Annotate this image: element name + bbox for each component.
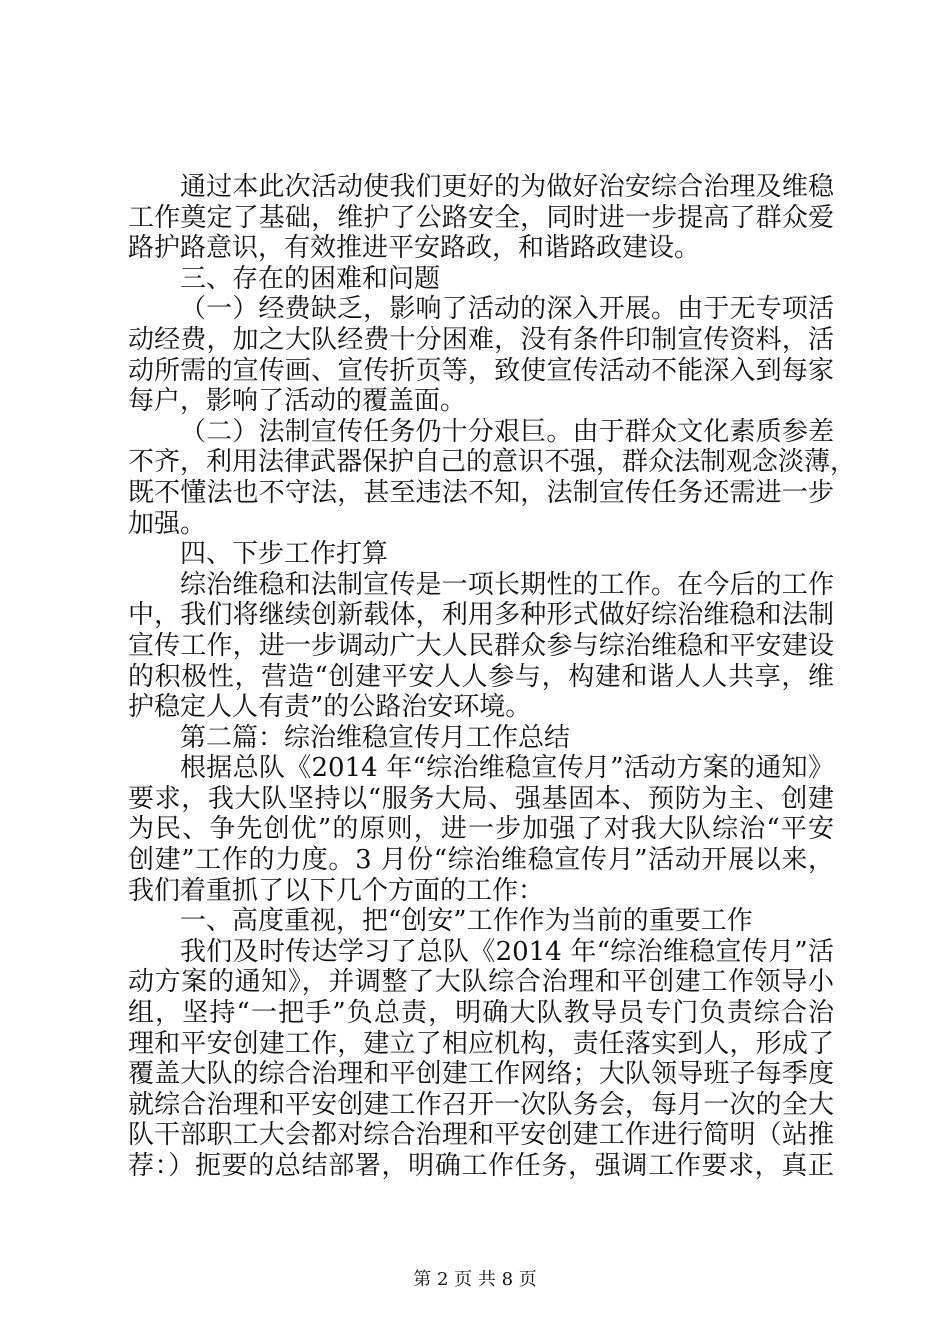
text-line: 既不懂法也不守法，甚至违法不知，法制宣传任务还需进一步 [128, 477, 834, 508]
text-line: 动所需的宣传画、宣传折页等，致使宣传活动不能深入到每家 [128, 355, 834, 386]
text-line: 队干部职工大会都对综合治理和平安创建工作进行简明（站推 [128, 1120, 834, 1151]
text-line: 工作奠定了基础，维护了公路安全，同时进一步提高了群众爱 [128, 202, 834, 233]
text-line: 宣传工作，进一步调动广大人民群众参与综治维稳和平安建设 [128, 630, 834, 661]
text-line: 就综合治理和平安创建工作召开一次队务会，每月一次的全大 [128, 1089, 834, 1120]
text-line: 三、存在的困难和问题 [180, 263, 441, 294]
text-line: 一、高度重视，把“创安”工作作为当前的重要工作 [180, 906, 753, 937]
text-line: 荐：）扼要的总结部署，明确工作任务，强调工作要求，真正 [128, 1151, 834, 1181]
text-line: 根据总队《2014 年“综治维稳宣传月”活动方案的通知》 [180, 753, 834, 784]
text-line: 理和平安创建工作，建立了相应机构，责任落实到人，形成了 [128, 1028, 834, 1059]
text-line: 通过本此次活动使我们更好的为做好治安综合治理及维稳 [180, 172, 834, 202]
text-line: 加强。 [128, 508, 207, 539]
text-line: 的积极性，营造“创建平安人人参与，构建和谐人人共享，维 [128, 661, 834, 692]
text-line: 每户，影响了活动的覆盖面。 [128, 386, 467, 417]
text-line: 四、下步工作打算 [180, 539, 389, 570]
text-line: 动经费，加之大队经费十分困难，没有条件印制宣传资料，活 [128, 324, 834, 355]
text-line: （二）法制宣传任务仍十分艰巨。由于群众文化素质参差 [180, 416, 834, 447]
text-line: 中，我们将继续创新载体，利用多种形式做好综治维稳和法制 [128, 600, 834, 631]
text-line: 护稳定人人有责”的公路治安环境。 [128, 692, 532, 723]
text-line: 我们及时传达学习了总队《2014 年“综治维稳宣传月”活 [180, 936, 834, 967]
text-line: 要求，我大队坚持以“服务大局、强基固本、预防为主、创建 [128, 783, 834, 814]
text-line: 动方案的通知》，并调整了大队综合治理和平创建工作领导小 [128, 967, 834, 998]
text-line: 创建”工作的力度。3 月份“综治维稳宣传月”活动开展以来， [128, 845, 834, 876]
text-line: 路护路意识，有效推进平安路政，和谐路政建设。 [128, 233, 701, 264]
text-line: 覆盖大队的综合治理和平创建工作网络；大队领导班子每季度 [128, 1059, 834, 1090]
text-line: 组，坚持“一把手”负总责，明确大队教导员专门负责综合治 [128, 998, 834, 1029]
text-line: 第二篇：综治维稳宣传月工作总结 [180, 722, 571, 753]
text-line: 综治维稳和法制宣传是一项长期性的工作。在今后的工作 [180, 569, 834, 600]
text-line: 为民、争先创优”的原则，进一步加强了对我大队综治“平安 [128, 814, 834, 845]
text-line: 不齐，利用法律武器保护自己的意识不强，群众法制观念淡薄， [128, 447, 857, 478]
document-body [128, 172, 857, 1182]
page-footer: 第 2 页 共 8 页 [413, 1269, 537, 1290]
text-line: （一）经费缺乏，影响了活动的深入开展。由于无专项活 [180, 294, 834, 325]
text-line: 我们着重抓了以下几个方面的工作： [128, 875, 545, 906]
